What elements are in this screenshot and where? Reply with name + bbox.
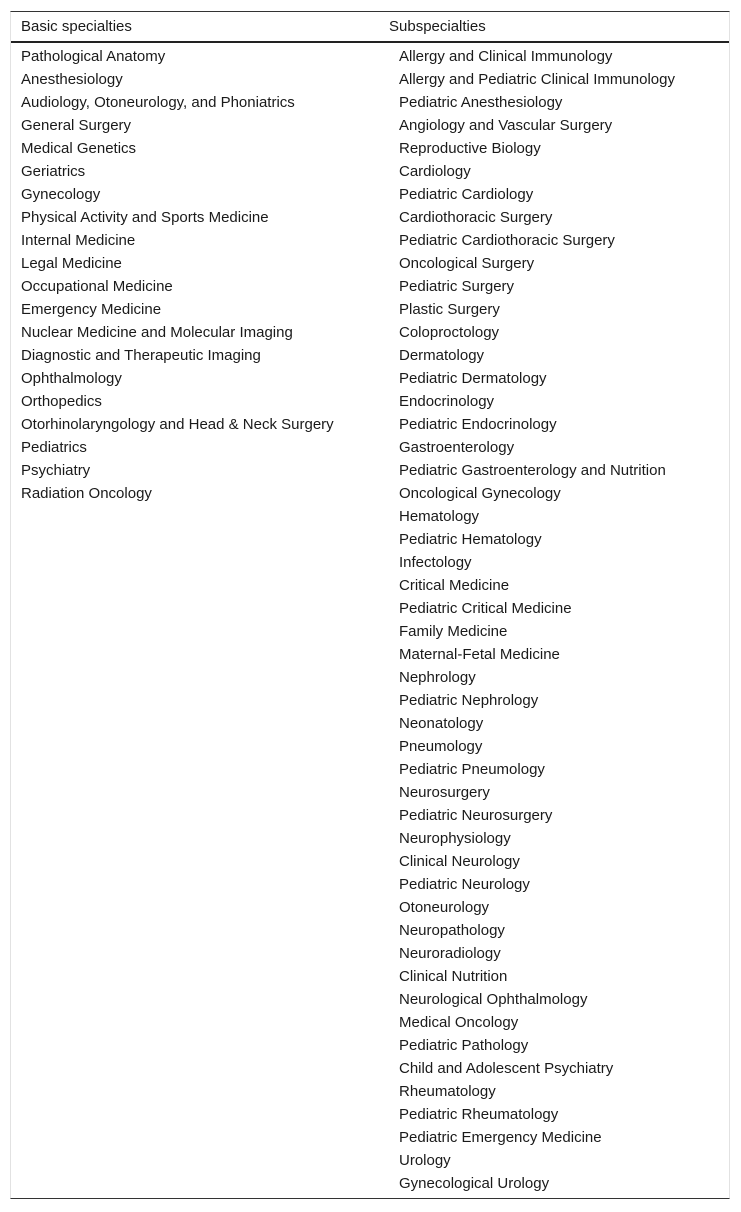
subspecialty-cell: Pediatric Critical Medicine [399, 600, 572, 617]
basic-specialty-cell: Otorhinolaryngology and Head & Neck Surgery [21, 416, 334, 433]
basic-specialty-cell: Diagnostic and Therapeutic Imaging [21, 347, 261, 364]
basic-specialty-cell: Audiology, Otoneurology, and Phoniatrics [21, 94, 295, 111]
basic-specialty-cell: Medical Genetics [21, 140, 137, 157]
subspecialty-cell: Rheumatology [399, 1083, 496, 1100]
basic-specialties-column [21, 45, 334, 505]
table-header-row [11, 12, 729, 43]
subspecialty-cell: Pediatric Hematology [399, 531, 542, 548]
basic-specialty-cell: Orthopedics [21, 393, 102, 410]
basic-specialty-cell: Geriatrics [21, 163, 86, 180]
subspecialty-cell: Cardiothoracic Surgery [399, 209, 553, 226]
subspecialty-cell: Reproductive Biology [399, 140, 541, 157]
basic-specialty-cell: Radiation Oncology [21, 485, 152, 502]
subspecialty-cell: Dermatology [399, 347, 485, 364]
subspecialty-cell: Pneumology [399, 738, 483, 755]
subspecialty-cell: Pediatric Dermatology [399, 370, 547, 387]
subspecialty-cell: Plastic Surgery [399, 301, 500, 318]
subspecialty-cell: Oncological Surgery [399, 255, 535, 272]
basic-specialty-cell: Emergency Medicine [21, 301, 162, 318]
header-subspecialties: Subspecialties [389, 18, 486, 35]
subspecialty-cell: Hematology [399, 508, 480, 525]
subspecialty-cell: Pediatric Cardiothoracic Surgery [399, 232, 615, 249]
subspecialty-cell: Pediatric Surgery [399, 278, 515, 295]
subspecialty-cell: Allergy and Clinical Immunology [399, 48, 613, 65]
basic-specialty-cell: Physical Activity and Sports Medicine [21, 209, 269, 226]
subspecialty-cell: Pediatric Neurology [399, 876, 530, 893]
subspecialty-cell: Neuropathology [399, 922, 505, 939]
subspecialty-cell: Neuroradiology [399, 945, 501, 962]
basic-specialty-cell: Psychiatry [21, 462, 91, 479]
basic-specialty-cell: General Surgery [21, 117, 132, 134]
subspecialty-cell: Urology [399, 1152, 451, 1169]
subspecialty-cell: Gastroenterology [399, 439, 515, 456]
subspecialty-cell: Maternal-Fetal Medicine [399, 646, 560, 663]
basic-specialty-cell: Internal Medicine [21, 232, 136, 249]
subspecialty-cell: Child and Adolescent Psychiatry [399, 1060, 614, 1077]
subspecialty-cell: Coloproctology [399, 324, 500, 341]
subspecialty-cell: Endocrinology [399, 393, 495, 410]
subspecialty-cell: Critical Medicine [399, 577, 510, 594]
subspecialty-cell: Pediatric Pathology [399, 1037, 529, 1054]
subspecialty-cell: Angiology and Vascular Surgery [399, 117, 613, 134]
basic-specialty-cell: Nuclear Medicine and Molecular Imaging [21, 324, 293, 341]
subspecialty-cell: Pediatric Emergency Medicine [399, 1129, 602, 1146]
subspecialty-cell: Cardiology [399, 163, 471, 180]
basic-specialty-cell: Occupational Medicine [21, 278, 173, 295]
subspecialty-cell: Pediatric Endocrinology [399, 416, 557, 433]
subspecialty-cell: Neurosurgery [399, 784, 490, 801]
subspecialty-cell: Neurological Ophthalmology [399, 991, 588, 1008]
basic-specialty-cell: Legal Medicine [21, 255, 122, 272]
subspecialty-cell: Pediatric Neurosurgery [399, 807, 553, 824]
subspecialty-cell: Oncological Gynecology [399, 485, 561, 502]
subspecialty-cell: Infectology [399, 554, 472, 571]
subspecialty-cell: Pediatric Anesthesiology [399, 94, 563, 111]
subspecialty-cell: Neonatology [399, 715, 484, 732]
subspecialty-cell: Allergy and Pediatric Clinical Immunology [399, 71, 675, 88]
basic-specialty-cell: Pathological Anatomy [21, 48, 166, 65]
subspecialty-cell: Pediatric Gastroenterology and Nutrition [399, 462, 666, 479]
subspecialty-cell: Pediatric Nephrology [399, 692, 539, 709]
subspecialty-cell: Otoneurology [399, 899, 490, 916]
basic-specialty-cell: Anesthesiology [21, 71, 123, 88]
subspecialty-cell: Medical Oncology [399, 1014, 519, 1031]
subspecialty-cell: Clinical Neurology [399, 853, 520, 870]
subspecialty-cell: Pediatric Pneumology [399, 761, 545, 778]
subspecialty-cell: Gynecological Urology [399, 1175, 550, 1192]
header-basic-specialties: Basic specialties [21, 18, 132, 35]
subspecialties-column [399, 45, 675, 1195]
basic-specialty-cell: Ophthalmology [21, 370, 122, 387]
basic-specialty-cell: Gynecology [21, 186, 101, 203]
basic-specialty-cell: Pediatrics [21, 439, 87, 456]
subspecialty-cell: Clinical Nutrition [399, 968, 508, 985]
subspecialty-cell: Pediatric Rheumatology [399, 1106, 559, 1123]
subspecialty-cell: Pediatric Cardiology [399, 186, 534, 203]
subspecialty-cell: Neurophysiology [399, 830, 511, 847]
specialties-table [10, 11, 730, 1199]
subspecialty-cell: Nephrology [399, 669, 476, 686]
subspecialty-cell: Family Medicine [399, 623, 508, 640]
